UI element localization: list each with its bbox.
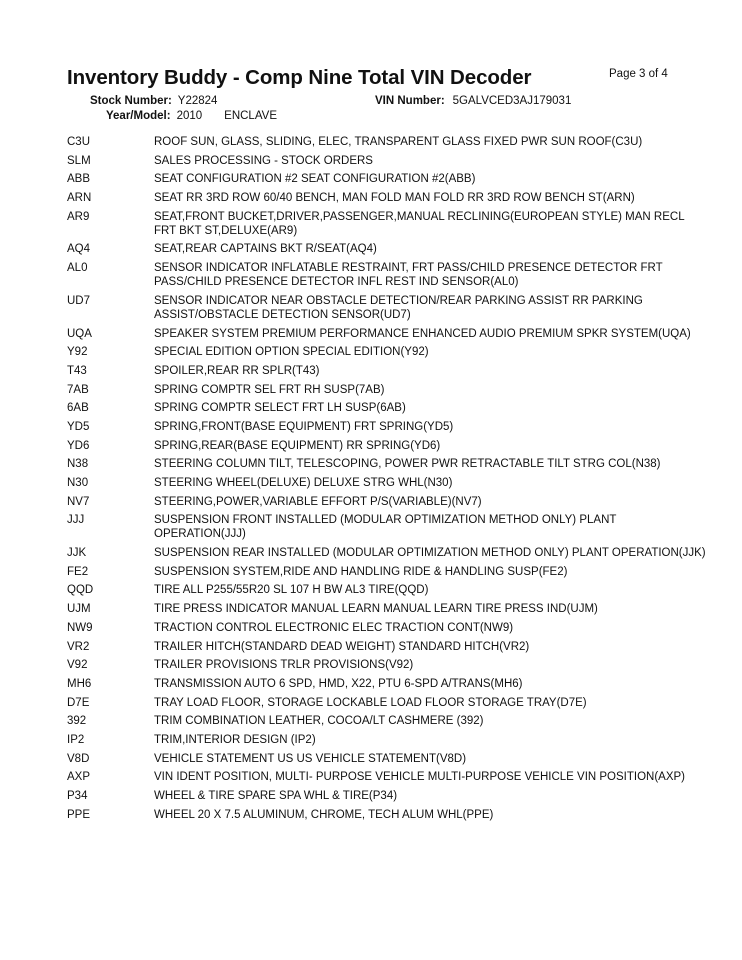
option-description: SEAT RR 3RD ROW 60/40 BENCH, MAN FOLD MAN FOLD RR 3RD ROW BENCH ST(ARN) (154, 192, 635, 205)
option-description: SPEAKER SYSTEM PREMIUM PERFORMANCE ENHANCED AUDIO PREMIUM SPKR SYSTEM(UQA) (154, 327, 691, 340)
option-code: SLM (67, 154, 91, 167)
option-code: 392 (67, 715, 87, 728)
option-row (67, 602, 707, 616)
option-row (67, 345, 707, 359)
option-code: JJK (67, 547, 87, 560)
option-description: SPRING COMPTR SEL FRT RH SUSP(7AB) (154, 383, 385, 396)
option-code: P34 (67, 790, 88, 802)
document-title: Inventory Buddy - Comp Nine Total VIN Decoder (67, 66, 532, 89)
option-description: SALES PROCESSING - STOCK ORDERS (154, 154, 373, 167)
option-description: VIN IDENT POSITION, MULTI- PURPOSE VEHICLE MULTI-PURPOSE VEHICLE VIN POSITION(AXP) (154, 771, 686, 784)
option-code: UJM (67, 603, 91, 616)
option-code: ABB (67, 173, 91, 186)
option-code: T43 (67, 364, 87, 377)
option-code: UQA (67, 327, 92, 340)
option-row (67, 696, 707, 710)
option-code: VR2 (67, 640, 90, 653)
option-description: STEERING WHEEL(DELUXE) DELUXE STRG WHL(N30) (154, 477, 453, 489)
option-code: N38 (67, 458, 89, 471)
option-code: FE2 (67, 565, 89, 578)
option-description: TRACTION CONTROL ELECTRONIC ELEC TRACTION CONT(NW9) (154, 621, 514, 634)
option-description: SEAT,REAR CAPTAINS BKT R/SEAT(AQ4) (154, 243, 377, 256)
option-row (67, 677, 707, 691)
option-description: STEERING,POWER,VARIABLE EFFORT P/S(VARIABLE)(NV7) (154, 495, 482, 508)
option-description: SPRING COMPTR SELECT FRT LH SUSP(6AB) (154, 402, 406, 415)
option-description: TRAILER HITCH(STANDARD DEAD WEIGHT) STANDARD HITCH(VR2) (154, 640, 530, 653)
option-description: TRIM,INTERIOR DESIGN (IP2) (154, 733, 316, 746)
option-code: ARN (67, 192, 92, 205)
option-code: Y92 (67, 346, 88, 359)
option-description: TIRE PRESS INDICATOR MANUAL LEARN MANUAL LEARN TIRE PRESS IND(UJM) (154, 603, 598, 616)
option-code: IP2 (67, 733, 85, 746)
option-row (67, 261, 707, 289)
option-row (67, 808, 707, 822)
option-code: N30 (67, 477, 89, 489)
option-description: TRAY LOAD FLOOR, STORAGE LOCKABLE LOAD FLOOR STORAGE TRAY(D7E) (154, 696, 587, 709)
option-row (67, 546, 707, 560)
year-model-label: Year/Model: (106, 110, 171, 122)
option-row (67, 401, 707, 415)
option-row (67, 640, 707, 654)
option-description: VEHICLE STATEMENT US US VEHICLE STATEMENT(V8D) (154, 752, 467, 765)
option-description: SPECIAL EDITION OPTION SPECIAL EDITION(Y92) (154, 346, 429, 359)
option-row (67, 714, 707, 728)
option-row (67, 495, 707, 509)
option-description: TIRE ALL P255/55R20 SL 107 H BW AL3 TIRE(QQD) (154, 584, 429, 597)
option-code: C3U (67, 136, 91, 148)
option-code: D7E (67, 696, 90, 709)
option-description: WHEEL 20 X 7.5 ALUMINUM, CHROME, TECH ALUM WHL(PPE) (154, 808, 494, 821)
option-row (67, 789, 707, 803)
option-code: 7AB (67, 383, 89, 396)
option-code: YD6 (67, 439, 90, 452)
option-row (67, 658, 707, 672)
option-row (67, 210, 707, 238)
option-code: AQ4 (67, 243, 91, 256)
option-code: MH6 (67, 677, 92, 690)
option-row (67, 457, 707, 471)
option-code: PPE (67, 808, 91, 821)
model-value: ENCLAVE (224, 110, 277, 122)
option-description: WHEEL & TIRE SPARE SPA WHL & TIRE(P34) (154, 790, 398, 802)
option-description: SPRING,REAR(BASE EQUIPMENT) RR SPRING(YD6) (154, 439, 441, 452)
option-code: NV7 (67, 495, 90, 508)
option-description: TRAILER PROVISIONS TRLR PROVISIONS(V92) (154, 659, 414, 672)
year-value: 2010 (176, 110, 203, 122)
page-number: Page 3 of 4 (609, 68, 668, 80)
option-description: SUSPENSION FRONT INSTALLED (MODULAR OPTIMIZATION METHOD ONLY) PLANT OPERATION(JJJ) (154, 514, 617, 541)
option-row (67, 420, 707, 434)
option-code-list (67, 135, 707, 826)
option-row (67, 383, 707, 397)
option-description: SENSOR INDICATOR INFLATABLE RESTRAINT, FRT PASS/CHILD PRESENCE DETECTOR FRT PASS/CHILD PRESENCE DETECTOR INFL REST IND SENSOR(AL0) (154, 262, 663, 289)
option-description: ROOF SUN, GLASS, SLIDING, ELEC, TRANSPARENT GLASS FIXED PWR SUN ROOF(C3U) (154, 136, 643, 148)
option-description: STEERING COLUMN TILT, TELESCOPING, POWER PWR RETRACTABLE TILT STRG COL(N38) (154, 458, 661, 471)
option-description: SPRING,FRONT(BASE EQUIPMENT) FRT SPRING(YD5) (154, 420, 454, 433)
stock-number-field (90, 95, 217, 107)
option-row (67, 439, 707, 453)
option-code: AXP (67, 771, 91, 784)
option-row (67, 621, 707, 635)
option-row (67, 135, 707, 149)
option-row (67, 242, 707, 256)
option-row (67, 172, 707, 186)
option-description: SUSPENSION REAR INSTALLED (MODULAR OPTIMIZATION METHOD ONLY) PLANT OPERATION(JJK) (154, 547, 706, 560)
option-code: NW9 (67, 621, 93, 634)
option-row (67, 770, 707, 784)
option-code: AR9 (67, 210, 90, 223)
option-code: JJJ (67, 514, 85, 527)
option-description: SEAT CONFIGURATION #2 SEAT CONFIGURATION #2(ABB) (154, 173, 476, 186)
option-description: SUSPENSION SYSTEM,RIDE AND HANDLING RIDE & HANDLING SUSP(FE2) (154, 565, 568, 578)
vin-number-value: 5GALVCED3AJ179031 (452, 95, 572, 107)
option-row (67, 294, 707, 322)
option-code: V92 (67, 659, 88, 672)
option-description: SENSOR INDICATOR NEAR OBSTACLE DETECTION/REAR PARKING ASSIST RR PARKING ASSIST/OBSTACLE DETECTION SENSOR(UD7) (154, 294, 643, 321)
option-row (67, 327, 707, 341)
option-row (67, 752, 707, 766)
option-code: QQD (67, 584, 94, 597)
option-row (67, 583, 707, 597)
option-code: AL0 (67, 262, 88, 275)
option-row (67, 364, 707, 378)
option-description: TRIM COMBINATION LEATHER, COCOA/LT CASHMERE (392) (154, 715, 484, 728)
stock-number-value: Y22824 (177, 95, 218, 107)
stock-number-label: Stock Number: (90, 95, 172, 107)
vin-number-label: VIN Number: (375, 95, 445, 107)
year-model-field (106, 110, 277, 122)
option-row (67, 476, 707, 490)
option-description: SEAT,FRONT BUCKET,DRIVER,PASSENGER,MANUAL RECLINING(EUROPEAN STYLE) MAN RECL FRT BKT ST,DELUXE(AR9) (154, 210, 685, 237)
option-row (67, 565, 707, 579)
option-row (67, 154, 707, 168)
vin-number-field (375, 95, 571, 107)
option-code: YD5 (67, 420, 90, 433)
option-row (67, 191, 707, 205)
option-code: UD7 (67, 294, 91, 307)
option-row (67, 513, 707, 541)
option-description: SPOILER,REAR RR SPLR(T43) (154, 364, 320, 377)
option-row (67, 733, 707, 747)
option-code: 6AB (67, 402, 89, 415)
option-description: TRANSMISSION AUTO 6 SPD, HMD, X22, PTU 6-SPD A/TRANS(MH6) (154, 677, 523, 690)
option-code: V8D (67, 752, 90, 765)
